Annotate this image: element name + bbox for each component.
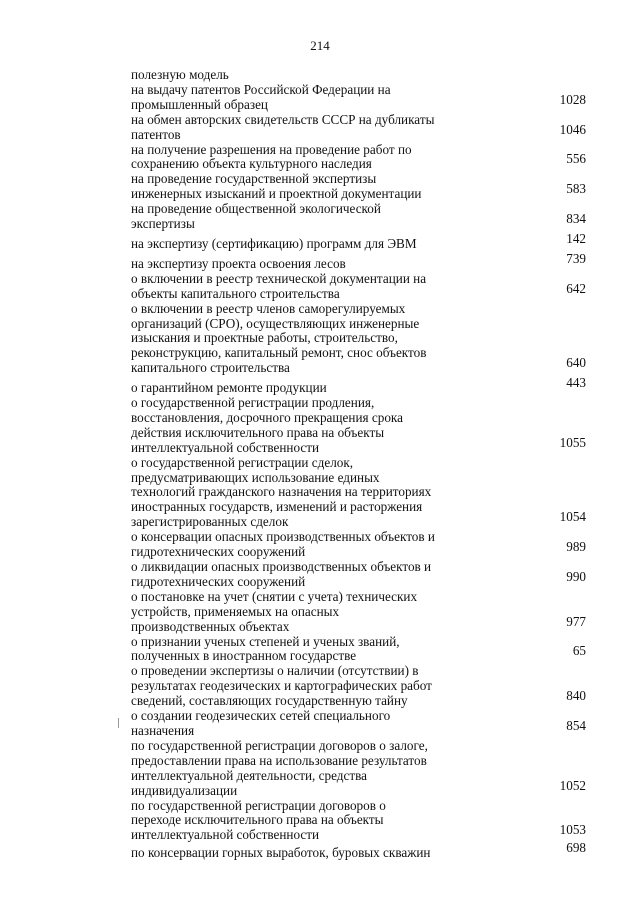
- entry-line: переходе исключительного права на объекты: [131, 812, 384, 828]
- index-entry: [131, 841, 586, 861]
- entry-text: [131, 257, 441, 272]
- entry-line: полученных в иностранном государстве: [131, 648, 357, 664]
- entry-page-number: 989: [566, 539, 586, 555]
- entry-line: о проведении экспертизы о наличии (отсутствии) в: [131, 663, 419, 679]
- entry-line: по государственной регистрации договоров о: [131, 797, 386, 813]
- index-entry: [131, 739, 586, 799]
- entry-line: назначения: [131, 722, 195, 738]
- entry-page-number: 583: [566, 181, 586, 197]
- entry-line: экспертизы: [131, 216, 195, 232]
- entry-text: [131, 635, 441, 665]
- entry-line: по консервации горных выработок, буровых скважин: [131, 845, 431, 861]
- entry-page-number: 854: [566, 717, 586, 733]
- entry-line: о включении в реестр технической документации на: [131, 270, 427, 286]
- entry-text: [131, 560, 441, 590]
- entry-page-number: 1046: [559, 121, 586, 137]
- entry-line: на проведение общественной экологической: [131, 201, 381, 217]
- entry-page-number: 698: [566, 840, 586, 856]
- entry-page-number: 556: [566, 151, 586, 167]
- index-entry: [131, 83, 586, 113]
- entry-line: действия исключительного права на объекты: [131, 424, 385, 440]
- entry-line: полезную модель: [131, 67, 229, 82]
- entry-page-number: 142: [566, 230, 586, 246]
- entry-line: патентов: [131, 126, 181, 142]
- entry-page-number: 443: [566, 375, 586, 391]
- entry-line: предусматривающих использование единых: [131, 469, 380, 485]
- entry-text: [131, 664, 441, 709]
- entry-page-number: 1055: [559, 434, 586, 450]
- margin-mark: [118, 718, 119, 728]
- entry-text: [131, 302, 441, 377]
- entry-line: о гарантийном ремонте продукции: [131, 380, 327, 396]
- entry-text: [131, 590, 441, 635]
- entry-page-number: 1054: [559, 509, 586, 525]
- entry-line: сохранению объекта культурного наследия: [131, 156, 372, 172]
- index-list: [131, 68, 586, 861]
- entry-line: гидротехнических сооружений: [131, 544, 306, 560]
- entry-page-number: 1028: [559, 91, 586, 107]
- entry-text: [131, 396, 441, 456]
- entry-text: [131, 799, 441, 844]
- entry-line: инженерных изысканий и проектной документации: [131, 186, 422, 202]
- entry-line: индивидуализации: [131, 782, 238, 798]
- entry-line: на экспертизу (сертификацию) программ для ЭВМ: [131, 235, 417, 251]
- entry-page-number: 739: [566, 250, 586, 266]
- entry-line: на получение разрешения на проведение работ по: [131, 141, 412, 157]
- index-entry: [131, 113, 586, 143]
- index-entry: [131, 396, 586, 456]
- index-entry: [131, 143, 586, 173]
- entry-text: [131, 456, 441, 531]
- entry-text: [131, 113, 441, 143]
- entry-line: на выдачу патентов Российской Федерации на: [131, 81, 391, 97]
- entry-text: [131, 202, 441, 232]
- index-entry: [131, 456, 586, 531]
- entry-page-number: 840: [566, 688, 586, 704]
- entry-line: зарегистрированных сделок: [131, 514, 289, 530]
- entry-page-number: 1052: [559, 777, 586, 793]
- index-entry: [131, 530, 586, 560]
- entry-line: устройств, применяемых на опасных: [131, 603, 340, 619]
- entry-line: организаций (СРО), осуществляющих инженерные: [131, 315, 420, 331]
- index-entry: [131, 68, 586, 83]
- index-entry: [131, 635, 586, 665]
- entry-line: о ликвидации опасных производственных объектов и: [131, 559, 432, 574]
- entry-line: производственных объектах: [131, 618, 290, 634]
- entry-line: о консервации опасных производственных объектов и: [131, 529, 435, 545]
- index-entry: [131, 302, 586, 377]
- index-entry: [131, 252, 586, 272]
- entry-line: иностранных государств, изменений и расторжения: [131, 499, 423, 515]
- entry-line: восстановления, досрочного прекращения срока: [131, 409, 403, 425]
- entry-line: предоставлении права на использование результатов: [131, 752, 427, 768]
- entry-line: сведений, составляющих государственную тайну: [131, 693, 408, 709]
- entry-text: [131, 68, 441, 83]
- index-entry: [131, 799, 586, 844]
- index-entry: [131, 709, 586, 739]
- entry-text: [131, 846, 441, 861]
- entry-text: [131, 83, 441, 113]
- entry-line: капитального строительства: [131, 360, 290, 376]
- entry-line: на проведение государственной экспертизы: [131, 171, 377, 187]
- index-entry: [131, 172, 586, 202]
- index-entry: [131, 560, 586, 590]
- page-number: 214: [310, 38, 330, 53]
- entry-line: о постановке на учет (снятии с учета) технических: [131, 588, 418, 604]
- entry-text: [131, 381, 441, 396]
- entry-line: результатах геодезических и картографических работ: [131, 678, 432, 694]
- entry-line: интеллектуальной собственности: [131, 827, 320, 843]
- entry-text: [131, 272, 441, 302]
- entry-text: [131, 237, 441, 252]
- entry-line: о государственной регистрации сделок,: [131, 454, 354, 470]
- entry-page-number: 990: [566, 568, 586, 584]
- index-entry: [131, 232, 586, 252]
- entry-page-number: 834: [566, 211, 586, 227]
- entry-line: по государственной регистрации договоров о залоге,: [131, 737, 428, 753]
- entry-line: промышленный образец: [131, 96, 268, 112]
- entry-page-number: 977: [566, 613, 586, 629]
- entry-page-number: [546, 78, 586, 83]
- entry-page-number: 640: [566, 355, 586, 371]
- index-entry: [131, 376, 586, 396]
- entry-page-number: 642: [566, 280, 586, 296]
- entry-line: о включении в реестр членов саморегулируемых: [131, 300, 406, 316]
- entry-text: [131, 143, 441, 173]
- entry-line: технологий гражданского назначения на территориях: [131, 484, 432, 500]
- index-entry: [131, 272, 586, 302]
- entry-line: интеллектуальной деятельности, средства: [131, 767, 368, 783]
- entry-text: [131, 739, 441, 799]
- entry-page-number: 1053: [559, 822, 586, 838]
- entry-text: [131, 709, 441, 739]
- index-entry: [131, 590, 586, 635]
- entry-line: о признании ученых степеней и ученых званий,: [131, 633, 400, 649]
- index-entry: [131, 664, 586, 709]
- entry-line: интеллектуальной собственности: [131, 439, 320, 455]
- entry-text: [131, 172, 441, 202]
- entry-line: на экспертизу проекта освоения лесов: [131, 255, 346, 271]
- entry-line: о государственной регистрации продления,: [131, 395, 375, 411]
- entry-page-number: 65: [572, 643, 586, 659]
- entry-line: изыскания и проектные работы, строительство,: [131, 330, 398, 346]
- index-entry: [131, 202, 586, 232]
- entry-line: о создании геодезических сетей специального: [131, 708, 391, 724]
- entry-line: гидротехнических сооружений: [131, 573, 306, 589]
- entry-line: реконструкцию, капитальный ремонт, снос объектов: [131, 345, 427, 361]
- entry-line: на обмен авторских свидетельств СССР на дубликаты: [131, 111, 435, 127]
- entry-line: объекты капитального строительства: [131, 285, 340, 301]
- entry-text: [131, 530, 441, 560]
